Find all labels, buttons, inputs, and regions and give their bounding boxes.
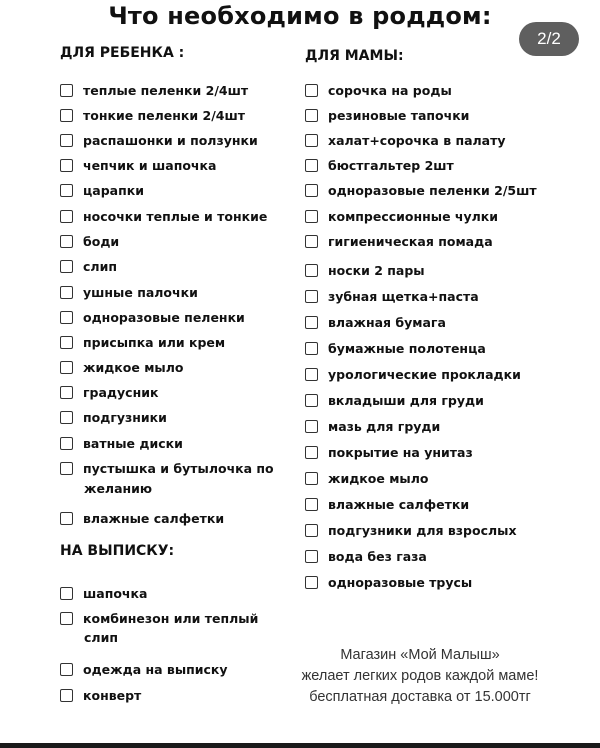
mom-checklist-item[interactable]	[305, 158, 454, 173]
checkbox[interactable]	[60, 134, 73, 147]
baby-checklist-item-label: тонкие пеленки 2/4шт	[83, 108, 245, 123]
baby-checklist-item[interactable]	[60, 234, 119, 249]
baby-checklist-item-label: пустышка и бутылочка по	[83, 461, 274, 476]
mom-checklist-item-label: бюстгальтер 2шт	[328, 158, 454, 173]
mom-checklist-item[interactable]	[305, 108, 469, 123]
checkbox[interactable]	[60, 612, 73, 625]
baby-checklist-item[interactable]	[60, 83, 248, 98]
mom-checklist-item[interactable]	[305, 133, 506, 148]
checkbox[interactable]	[305, 420, 318, 433]
mom-checklist-item[interactable]	[305, 367, 521, 382]
baby-checklist-item-label: ушные палочки	[83, 285, 198, 300]
checkbox[interactable]	[305, 576, 318, 589]
checkbox[interactable]	[305, 498, 318, 511]
mom-checklist-item[interactable]	[305, 393, 484, 408]
checkbox[interactable]	[305, 368, 318, 381]
baby-checklist-item[interactable]	[60, 133, 258, 148]
checkbox[interactable]	[60, 109, 73, 122]
checkbox[interactable]	[60, 512, 73, 525]
mom-checklist-item[interactable]	[305, 289, 479, 304]
checkbox[interactable]	[305, 316, 318, 329]
baby-section-heading: ДЛЯ РЕБЕНКА :	[60, 45, 185, 61]
mom-checklist-item[interactable]	[305, 234, 493, 249]
mom-checklist-item-label: одноразовые пеленки 2/5шт	[328, 183, 537, 198]
mom-checklist-item[interactable]	[305, 183, 537, 198]
checkbox[interactable]	[305, 342, 318, 355]
baby-checklist-item-label: слип	[83, 259, 117, 274]
checkbox[interactable]	[305, 394, 318, 407]
baby-checklist-item-label: одноразовые пеленки	[83, 310, 245, 325]
mom-checklist-item-label: урологические прокладки	[328, 367, 521, 382]
discharge-checklist-item-label: конверт	[83, 688, 142, 703]
mom-checklist-item[interactable]	[305, 341, 486, 356]
mom-checklist-item[interactable]	[305, 263, 425, 278]
discharge-checklist-item-label: шапочка	[83, 586, 148, 601]
checkbox[interactable]	[60, 159, 73, 172]
baby-checklist-item[interactable]	[60, 436, 183, 451]
checkbox[interactable]	[60, 361, 73, 374]
discharge-checklist-item[interactable]	[60, 586, 147, 601]
mom-checklist-item-label: жидкое мыло	[328, 471, 429, 486]
checkbox[interactable]	[305, 264, 318, 277]
baby-checklist-item[interactable]	[60, 108, 245, 123]
mom-checklist-item-label: влажные салфетки	[328, 497, 470, 512]
page-indicator-badge: 2/2	[519, 22, 579, 56]
checkbox[interactable]	[60, 663, 73, 676]
baby-checklist-item[interactable]	[60, 360, 183, 375]
discharge-checklist-item-label: комбинезон или теплый	[83, 611, 259, 626]
mom-checklist-item-label: покрытие на унитаз	[328, 445, 473, 460]
mom-checklist-item-label: одноразовые трусы	[328, 575, 473, 590]
checkbox[interactable]	[60, 462, 73, 475]
mom-checklist-item-label: вода без газа	[328, 549, 427, 564]
checkbox[interactable]	[60, 210, 73, 223]
baby-checklist-item-label: присыпка или крем	[83, 335, 226, 350]
baby-checklist-item[interactable]	[60, 511, 224, 526]
discharge-checklist-item-label: одежда на выписку	[83, 662, 228, 677]
baby-checklist-item[interactable]	[60, 410, 167, 425]
checkbox[interactable]	[305, 159, 318, 172]
mom-checklist-item-label: бумажные полотенца	[328, 341, 486, 356]
baby-checklist-item[interactable]	[60, 310, 245, 325]
baby-checklist-item[interactable]	[60, 209, 267, 224]
mom-checklist-item-label: вкладыши для груди	[328, 393, 484, 408]
checkbox[interactable]	[60, 336, 73, 349]
mom-checklist-item-label: сорочка на роды	[328, 83, 452, 98]
mom-checklist-item-label: мазь для груди	[328, 419, 441, 434]
checkbox[interactable]	[60, 311, 73, 324]
checkbox[interactable]	[305, 134, 318, 147]
checkbox[interactable]	[305, 109, 318, 122]
mom-checklist-item-label: резиновые тапочки	[328, 108, 470, 123]
mom-checklist-item[interactable]	[305, 83, 452, 98]
checkbox[interactable]	[60, 437, 73, 450]
checkbox[interactable]	[305, 184, 318, 197]
discharge-checklist-item[interactable]	[60, 662, 228, 677]
discharge-checklist-item[interactable]	[60, 611, 258, 626]
mom-checklist-item-label: подгузники для взрослых	[328, 523, 517, 538]
baby-checklist-item-label: теплые пеленки 2/4шт	[83, 83, 249, 98]
discharge-section-heading: НА ВЫПИСКУ:	[60, 543, 175, 559]
baby-checklist-item[interactable]	[60, 461, 274, 476]
mom-checklist-item[interactable]	[305, 315, 446, 330]
baby-checklist-item-label: распашонки и ползунки	[83, 133, 258, 148]
checkbox[interactable]	[305, 210, 318, 223]
baby-checklist-item-label: ватные диски	[83, 436, 183, 451]
checkbox[interactable]	[60, 235, 73, 248]
mom-checklist-item-label: гигиеническая помада	[328, 234, 493, 249]
baby-item-continuation: желанию	[84, 481, 153, 496]
mom-checklist-item-label: компрессионные чулки	[328, 209, 499, 224]
mom-checklist-item[interactable]	[305, 419, 440, 434]
checkbox[interactable]	[60, 184, 73, 197]
mom-checklist-item-label: влажная бумага	[328, 315, 446, 330]
checkbox[interactable]	[305, 84, 318, 97]
promo-text	[270, 645, 570, 708]
mom-checklist-item-label: зубная щетка+паста	[328, 289, 479, 304]
checkbox[interactable]	[60, 386, 73, 399]
checkbox[interactable]	[60, 260, 73, 273]
mom-checklist-item[interactable]	[305, 209, 498, 224]
discharge-item-continuation: слип	[84, 630, 118, 645]
checkbox[interactable]	[305, 550, 318, 563]
mom-checklist-item-label: носки 2 пары	[328, 263, 425, 278]
bottom-divider	[0, 743, 600, 748]
mom-checklist-item[interactable]	[305, 523, 517, 538]
mom-checklist-item-label: халат+сорочка в палату	[328, 133, 506, 148]
baby-checklist-item-label: подгузники	[83, 410, 167, 425]
baby-checklist-item-label: влажные салфетки	[83, 511, 225, 526]
baby-checklist-item-label: боди	[83, 234, 120, 249]
baby-checklist-item[interactable]	[60, 385, 158, 400]
checkbox[interactable]	[305, 446, 318, 459]
mom-checklist-item[interactable]	[305, 445, 473, 460]
discharge-checklist-item[interactable]	[60, 688, 141, 703]
baby-checklist-item[interactable]	[60, 259, 117, 274]
checkbox[interactable]	[60, 411, 73, 424]
checkbox[interactable]	[305, 290, 318, 303]
baby-checklist-item[interactable]	[60, 158, 216, 173]
baby-checklist-item[interactable]	[60, 285, 198, 300]
mom-checklist-item[interactable]	[305, 471, 428, 486]
baby-checklist-item[interactable]	[60, 183, 144, 198]
checkbox[interactable]	[305, 524, 318, 537]
promo-line-store: Магазин «Мой Малыш»	[340, 647, 500, 663]
checkbox[interactable]	[60, 587, 73, 600]
checkbox[interactable]	[305, 472, 318, 485]
mom-checklist-item[interactable]	[305, 497, 469, 512]
checkbox[interactable]	[60, 286, 73, 299]
page-title: Что необходимо в роддом:	[108, 2, 492, 30]
mom-checklist-item[interactable]	[305, 575, 472, 590]
baby-checklist-item-label: носочки теплые и тонкие	[83, 209, 268, 224]
baby-checklist-item[interactable]	[60, 335, 225, 350]
promo-line-wish: желает легких родов каждой маме!	[301, 668, 539, 684]
mom-checklist-item[interactable]	[305, 549, 427, 564]
checkbox[interactable]	[60, 689, 73, 702]
baby-checklist-item-label: градусник	[83, 385, 159, 400]
checkbox[interactable]	[305, 235, 318, 248]
baby-checklist-item-label: чепчик и шапочка	[83, 158, 217, 173]
checkbox[interactable]	[60, 84, 73, 97]
baby-checklist-item-label: царапки	[83, 183, 144, 198]
baby-checklist-item-label: жидкое мыло	[83, 360, 184, 375]
mom-section-heading: ДЛЯ МАМЫ:	[305, 48, 404, 64]
promo-line-delivery: бесплатная доставка от 15.000тг	[309, 689, 531, 705]
